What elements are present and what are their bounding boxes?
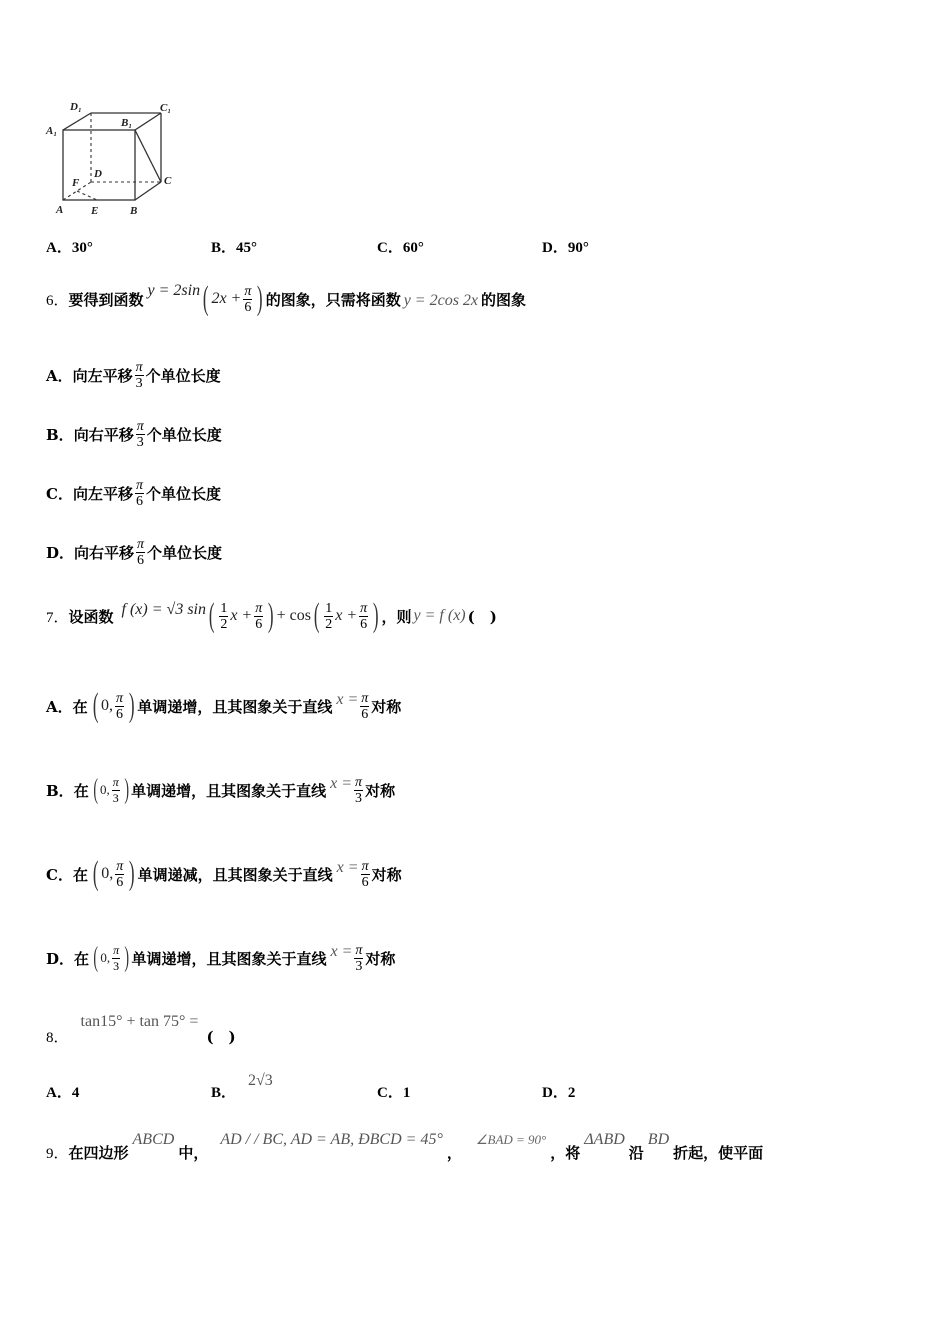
q8-option-c[interactable]: C．1	[377, 1085, 411, 1101]
q6-option-c[interactable]: C． 向左平移 $\frac{\pi}{6}$ 个单位长度	[46, 477, 221, 509]
q8-stem: 8． tan15° + tan 75° = ( )	[46, 1013, 236, 1046]
cube-figure	[44, 98, 184, 220]
q5-option-d[interactable]: D．90°	[542, 240, 589, 256]
q6-option-d[interactable]: D． 向右平移 $\frac{\pi}{6}$ 个单位长度	[46, 536, 223, 568]
q8-option-a[interactable]: A．4	[46, 1085, 80, 1101]
q5-option-a[interactable]: A．30°	[46, 240, 93, 256]
label-b: B	[130, 205, 138, 217]
q8-option-b[interactable]: B．2√3	[211, 1072, 273, 1101]
label-e: E	[91, 205, 99, 217]
q7-stem: 7． 设函数 f (x) = √3 sin ( $\frac{1}{2}$ x + $\frac{\pi}{6}$ ) + cos ( $\frac{1}{2}$ x + $\frac{\pi}{6}$ ) ，则 y = f (x) ( )	[46, 597, 497, 634]
label-c1: C₁	[160, 102, 172, 114]
q6-stem: 6． 要得到函数 y = 2sin ( 2x + $\frac{\pi}{6}$ ) 的图象，只需将函数 y = 2cos 2x 的图象	[46, 280, 527, 317]
q9-stem: 9． 在四边形 ABCD 中， AD / / BC, AD = AB, ÐBCD = 45° ， ∠BAD = 90° ，将 ΔABD 沿 BD 折起，使平面	[46, 1131, 764, 1162]
label-f: F	[72, 177, 80, 189]
q6-option-a[interactable]: A． 向左平移 $\frac{\pi}{3}$ 个单位长度	[46, 359, 221, 391]
q7-option-d[interactable]: D． 在 ( 0, $\frac{\pi}{3}$ ) 单调递增，且其图象关于直线 x = $\frac{\pi}{3}$ 对称	[46, 942, 396, 974]
q6-option-b[interactable]: B． 向右平移 $\frac{\pi}{3}$ 个单位长度	[46, 418, 222, 450]
label-b1: B₁	[121, 117, 133, 129]
q5-option-b[interactable]: B．45°	[211, 240, 258, 256]
q7-option-a[interactable]: A． 在 ( 0, $\frac{\pi}{6}$ ) 单调递增，且其图象关于直线 x = $\frac{\pi}{6}$ 对称	[46, 687, 402, 724]
label-d: D	[94, 168, 102, 180]
label-a: A	[56, 204, 64, 216]
label-a1: A₁	[46, 125, 58, 137]
q8-option-d[interactable]: D．2	[542, 1085, 576, 1101]
q5-option-c[interactable]: C．60°	[377, 240, 424, 256]
label-d1: D₁	[70, 101, 82, 113]
label-c: C	[164, 175, 172, 187]
q7-option-c[interactable]: C． 在 ( 0, $\frac{\pi}{6}$ ) 单调递减，且其图象关于直线 x = $\frac{\pi}{6}$ 对称	[46, 855, 402, 892]
q7-option-b[interactable]: B． 在 ( 0, $\frac{\pi}{3}$ ) 单调递增，且其图象关于直线 x = $\frac{\pi}{3}$ 对称	[46, 774, 396, 806]
